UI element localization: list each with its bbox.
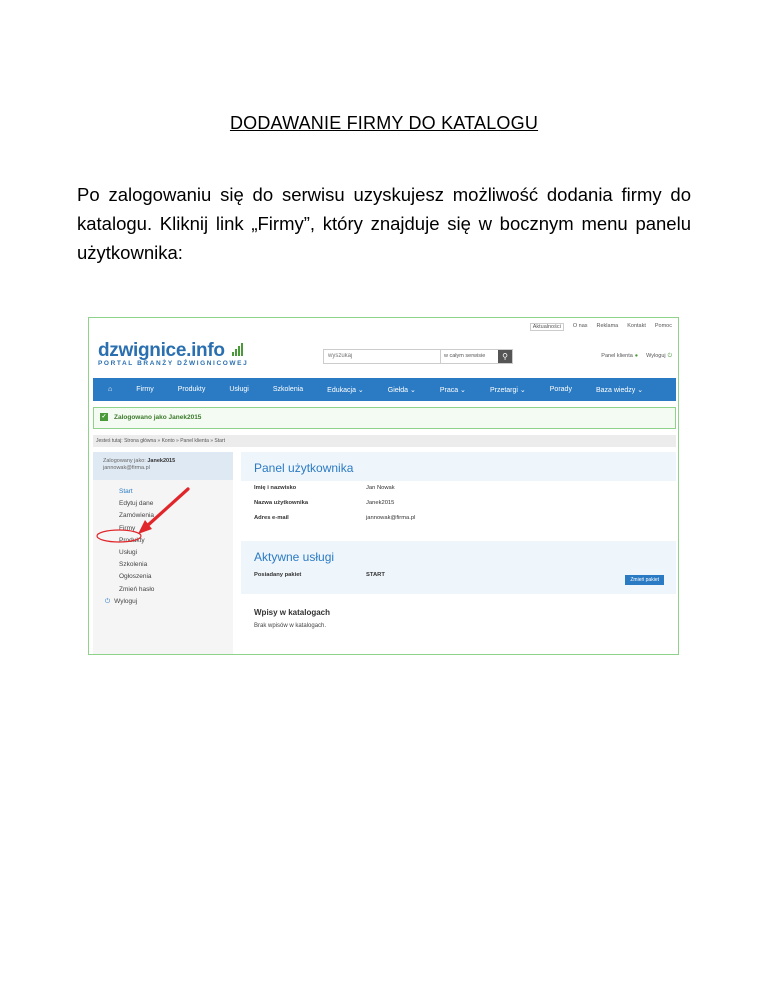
sidebar-item-change-password[interactable]: Zmień hasło [119,585,155,593]
logo-text: dzwignice [98,340,187,361]
sidebar-item-companies[interactable]: Firmy [119,524,136,532]
highlight-ellipse [97,530,141,542]
search-scope-select[interactable]: w całym serwisie [440,350,498,363]
sidebar-email: jannowak@firma.pl [103,465,150,471]
document-title: DODAWANIE FIRMY DO KATALOGU [229,113,539,133]
sidebar-item-trainings[interactable]: Szkolenia [119,561,148,569]
nav-item[interactable]: Produkty [177,386,206,393]
nav-item[interactable]: Baza wiedzy ⌄ [595,386,644,394]
power-icon: ⏻ [105,597,111,605]
info-value: Janek2015 [366,500,395,506]
nav-item[interactable]: Usługi [229,386,249,393]
sidebar-user-label: Zalogowany jako: [103,458,146,464]
search-icon: ⚲ [502,352,508,361]
nav-item[interactable]: Praca ⌄ [439,386,466,394]
sidebar-username: Janek2015 [147,458,176,464]
top-link[interactable]: Reklama [596,323,619,329]
breadcrumb: Jesteś tutaj: Strona główna » Konto » Panel klienta » Start [93,435,676,447]
top-link[interactable]: Pomoc [654,323,672,329]
change-package-button[interactable]: Zmień pakiet [625,575,664,585]
login-status-text: Zalogowano jako Janek2015 [114,414,202,421]
nav-item[interactable]: Firmy [136,386,154,393]
top-link[interactable]: O nas [572,323,588,329]
document-paragraph: Po zalogowaniu się do serwisu uzyskujesz możliwość dodania firmy do katalogu. Kliknij link „Firmy”, który znajduje się w bocznym menu panelu użytkownika: [77,184,691,263]
nav-item[interactable]: Edukacja ⌄ [327,386,364,394]
logo-tagline: PORTAL BRANŻY DŹWIGNICOWEJ [98,360,249,367]
sidebar-item-orders[interactable]: Zamówienia [119,512,155,520]
sidebar-logout-label: Wyloguj [114,597,138,605]
sidebar-item-ads[interactable]: Ogłoszenia [119,573,152,581]
nav-item[interactable]: Szkolenia [272,386,304,393]
nav-item[interactable]: Porady [549,386,572,393]
active-services-title: Aktywne usługi [254,550,335,564]
check-icon: ✓ [101,414,107,421]
annotation-overlay [89,318,679,655]
info-key: Nazwa użytkownika [254,500,309,506]
logo-domain: .info [186,340,225,361]
top-link[interactable]: Aktualności [530,323,564,331]
sidebar-item-services[interactable]: Usługi [119,548,138,556]
top-link[interactable]: Kontakt [627,323,646,329]
sidebar-item-start[interactable]: Start [119,488,133,495]
website-screenshot [88,317,679,655]
arrow-shaft [147,489,188,526]
user-icon: ● [634,353,639,359]
client-panel-label: Panel klienta [601,353,633,359]
info-value: Jan Nowak [366,485,395,491]
nav-item[interactable]: Giełda ⌄ [387,386,416,394]
sidebar-item-edit-data[interactable]: Edytuj dane [119,500,154,508]
power-icon: ⏻ [667,353,672,359]
info-key: Adres e-mail [254,515,289,521]
info-key: Imię i nazwisko [254,485,297,491]
catalog-entries-text: Brak wpisów w katalogach. [254,623,327,629]
panel-title: Panel użytkownika [241,452,676,481]
catalog-entries-title: Wpisy w katalogach [254,608,331,617]
package-value: START [366,572,385,578]
sidebar-item-products[interactable]: Produkty [119,536,145,544]
package-key: Posiadany pakiet [254,572,302,578]
nav-item[interactable]: Przetargi ⌄ [489,386,526,394]
logout-label: Wyloguj [646,353,666,359]
info-value: jannowak@firma.pl [366,515,416,521]
home-icon[interactable]: ⌂ [108,386,113,393]
